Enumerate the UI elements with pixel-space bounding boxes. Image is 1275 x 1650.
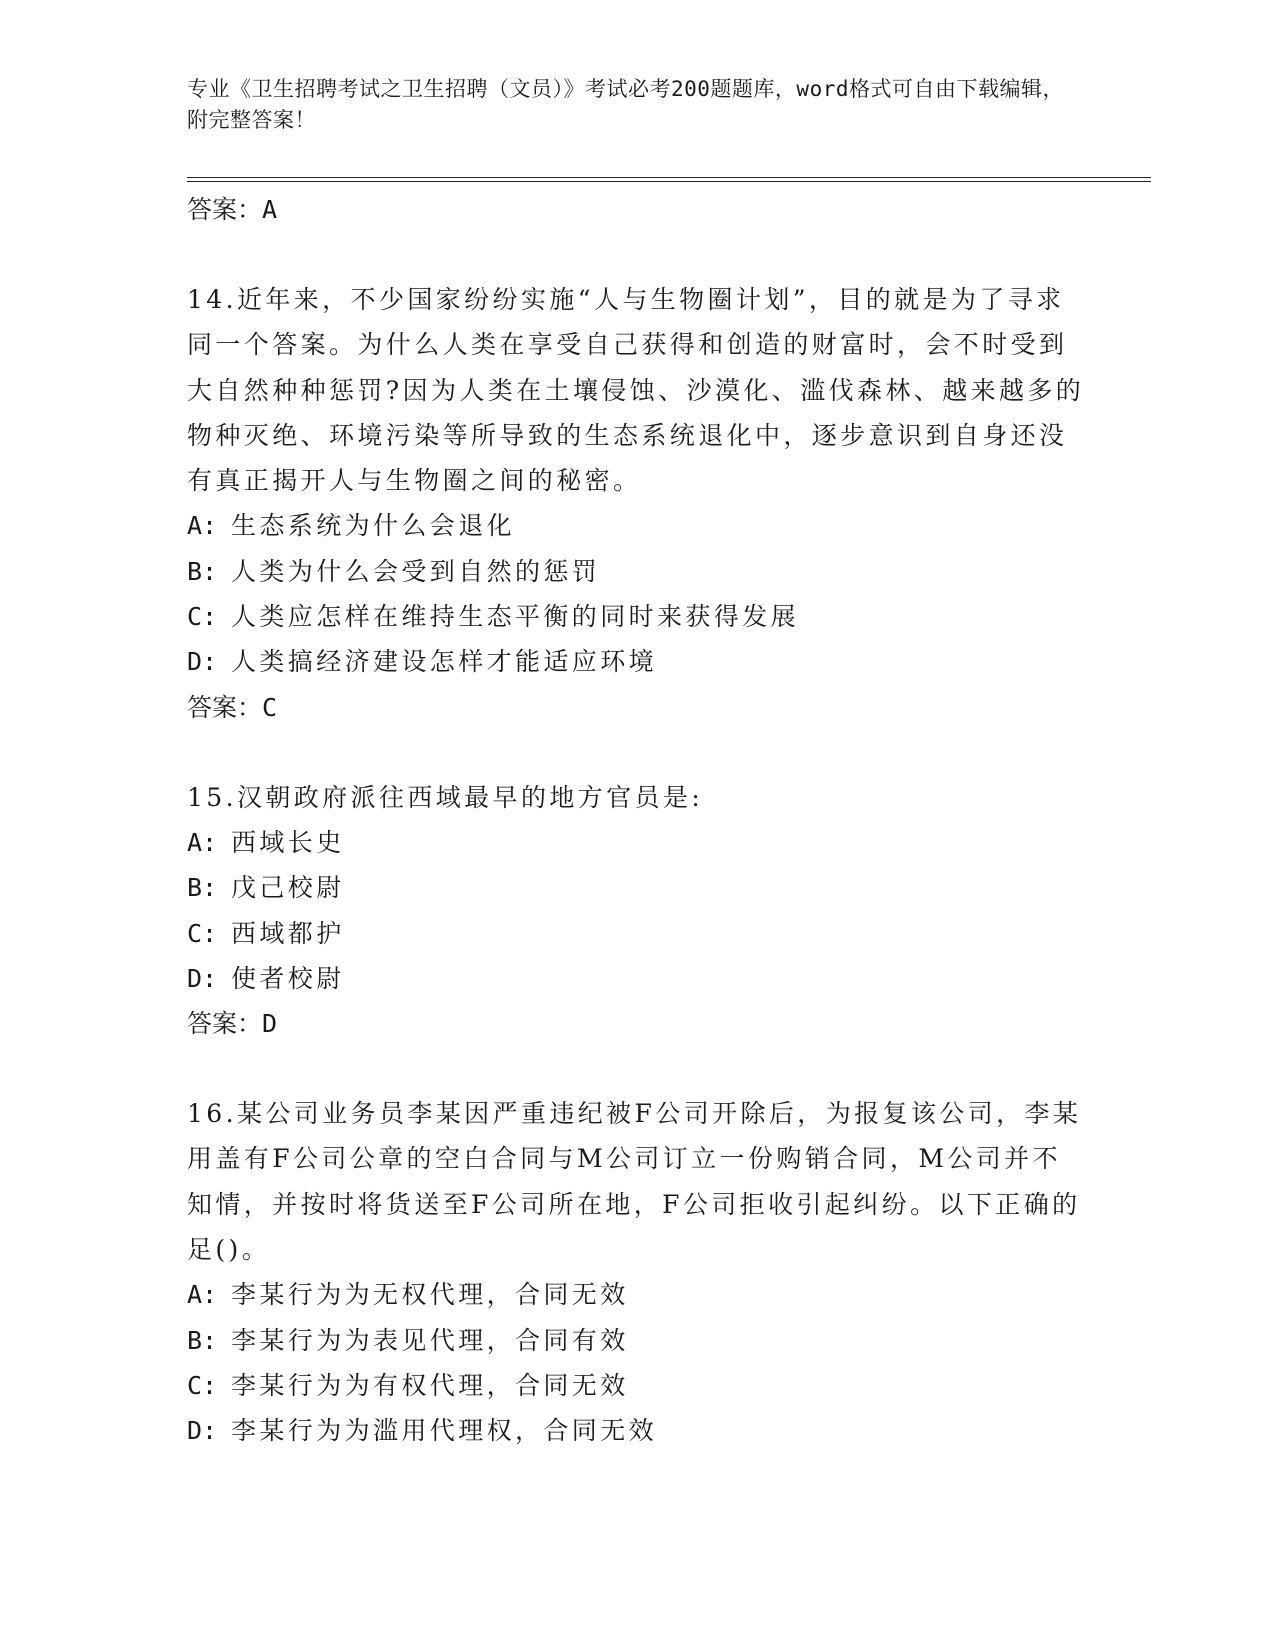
- option-text: 人类为什么会受到自然的惩罚: [231, 556, 601, 586]
- option-text: 人类应怎样在维持生态平衡的同时来获得发展: [231, 602, 800, 632]
- option-d: [187, 1408, 1087, 1453]
- option-text: 李某行为为无权代理，合同无效: [231, 1280, 629, 1310]
- option-text: 西域都护: [231, 918, 345, 948]
- answer-line: [187, 1001, 1087, 1046]
- option-label: B:: [187, 556, 218, 586]
- answer-label: 答案：: [187, 1009, 263, 1039]
- option-text: 人类搞经济建设怎样才能适应环境: [231, 647, 658, 677]
- question-list: [187, 187, 1087, 1454]
- answer-line: [187, 685, 1087, 730]
- option-text: 西域长史: [231, 827, 345, 857]
- answer-label: 答案：: [187, 195, 263, 224]
- option-text: 戊己校尉: [231, 873, 345, 903]
- document-header: 专业《卫生招聘考试之卫生招聘（文员）》考试必考200题题库，word格式可自由下载编辑，附完整答案！: [187, 77, 1064, 132]
- answer-line: [187, 187, 1087, 232]
- option-text: 使者校尉: [231, 963, 345, 993]
- option-text: 李某行为为表见代理，合同有效: [231, 1325, 629, 1355]
- option-c: [187, 594, 1087, 639]
- option-b: [187, 549, 1087, 594]
- option-label: A:: [187, 1280, 218, 1310]
- option-b: [187, 865, 1087, 910]
- option-c: [187, 1363, 1087, 1408]
- option-text: 生态系统为什么会退化: [231, 511, 516, 541]
- option-label: B:: [187, 873, 218, 903]
- option-label: D:: [187, 647, 218, 677]
- option-label: C:: [187, 602, 218, 632]
- option-a: [187, 1272, 1087, 1317]
- option-text: 李某行为为有权代理，合同无效: [231, 1370, 629, 1400]
- header-rule-bottom: [187, 181, 1151, 182]
- option-text: 李某行为为滥用代理权，合同无效: [231, 1416, 658, 1446]
- option-label: D:: [187, 963, 218, 993]
- question-text: 16.某公司业务员李某因严重违纪被F公司开除后，为报复该公司，李某用盖有F公司公章的空白合同与M公司订立一份购销合同，M公司并不知情，并按时将货送至F公司所在地，F公司拒收引起纠纷。以下正确的足()。: [187, 1099, 1082, 1265]
- question-text: 14.近年来，不少国家纷纷实施“人与生物圈计划”，目的就是为了寻求同一个答案。为什么人类在享受自己获得和创造的财富时，会不时受到大自然种种惩罚?因为人类在土壤侵蚀、沙漠化、滥伐森林、越来越多的物种灭绝、环境污染等所导致的生态系统退化中，逐步意识到自身还没有真正揭开人与生物圈之间的秘密。: [187, 285, 1085, 496]
- answer-label: 答案：: [187, 692, 263, 722]
- option-label: B:: [187, 1325, 218, 1355]
- answer-value: D: [262, 1009, 278, 1039]
- option-label: D:: [187, 1416, 218, 1446]
- option-d: [187, 956, 1087, 1001]
- question-text: 15.汉朝政府派往西域最早的地方官员是:: [187, 782, 704, 812]
- answer-value: A: [262, 195, 278, 224]
- option-label: C:: [187, 918, 218, 948]
- option-b: [187, 1318, 1087, 1363]
- option-label: A:: [187, 511, 218, 541]
- option-c: [187, 911, 1087, 956]
- option-label: A:: [187, 827, 218, 857]
- option-a: [187, 503, 1087, 548]
- option-d: [187, 639, 1087, 684]
- header-rule-top: [187, 177, 1151, 178]
- option-a: [187, 820, 1087, 865]
- option-label: C:: [187, 1370, 218, 1400]
- answer-value: C: [262, 692, 278, 722]
